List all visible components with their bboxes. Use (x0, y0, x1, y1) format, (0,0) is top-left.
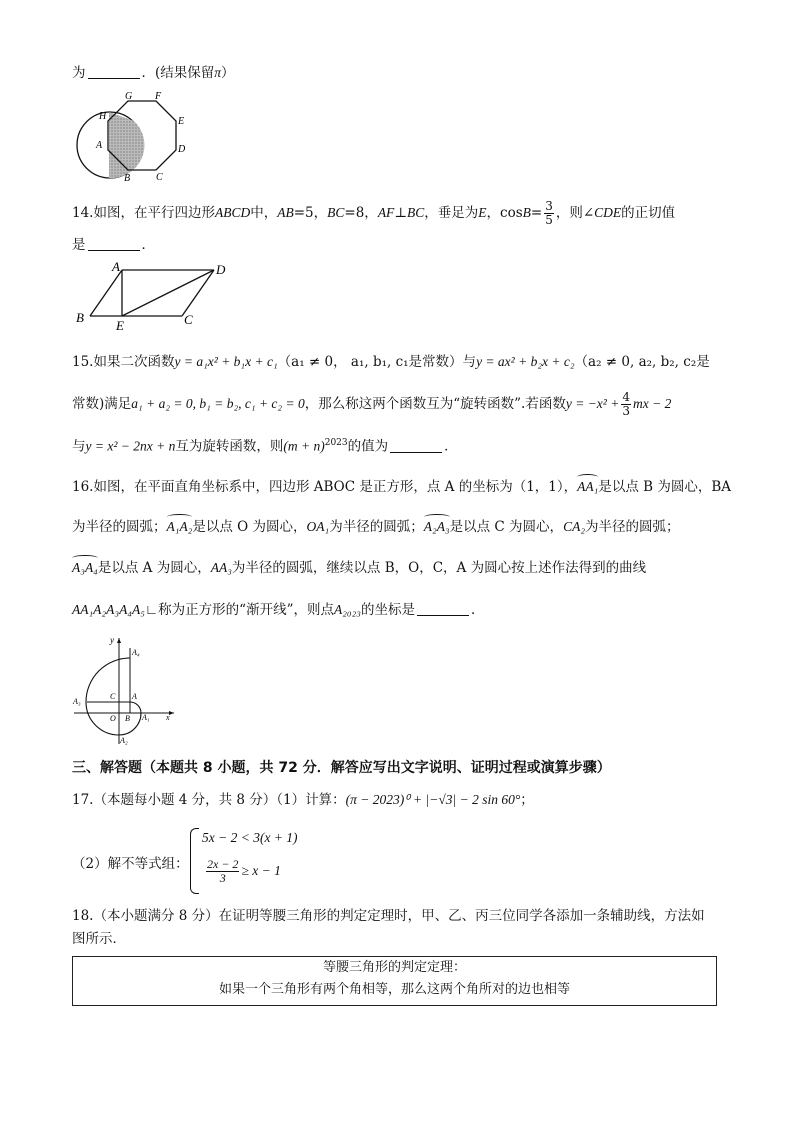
label-O: O (110, 714, 116, 723)
arc-AA1 (130, 702, 141, 713)
q15-text-line1: 15.如果二次函数y = a₁x² + b₁x + c₁（a₁ ≠ 0， a₁, b₁, c₁是常数）与y = ax² + b₂x + c₂（a₂ ≠ 0, a₂, b₂, c₂是 (72, 354, 710, 370)
label-B: B (124, 173, 131, 184)
section-heading: 三、解答题（本题共 8 小题，共 72 分．解答应写出文字说明、证明过程或演算步骤） (72, 760, 611, 776)
label-C: C (184, 312, 193, 327)
label-B: B (76, 310, 84, 325)
label-A: A (112, 259, 120, 274)
inequality-2: $\frac{2x - 2}{3}$ ≥ x − 1 (207, 857, 281, 885)
theorem-title: 等腰三角形的判定定理： (322, 960, 466, 975)
q13-close-text: ） (221, 65, 235, 81)
q17-expression: (π − 2023)⁰ + |−√3| − 2 sin 60° (345, 792, 521, 807)
q16-involute-figure (70, 632, 180, 747)
label-A4: A₄ (132, 648, 140, 657)
q17-part2-label: （2）解不等式组： (72, 856, 189, 872)
q16-text-line3: A₃A₄是以点 A 为圆心，AA₃为半径的圆弧，继续以点 B，O，C，A 为圆心按上述作法得到的曲线 (72, 560, 647, 576)
arc-A1A2 (119, 713, 141, 735)
label-D: D (216, 262, 226, 277)
q16-text-line1: 16.如图，在平面直角坐标系中，四边形 ABOC 是正方形，点 A 的坐标为（1，1），AA₁是以点 B 为圆心，BA (72, 479, 732, 495)
arc-symbol: A₁A₂ (167, 517, 193, 537)
arc-symbol: A₂A₃ (424, 517, 450, 537)
q14-text-line1: 14.如图，在平行四边形ABCD中，AB=5，BC=8，AF⊥BC，垂足为E，cosB= $\frac{3}{5}$ ，则∠CDE的正切值 (72, 199, 676, 227)
q13-note-text: ．(结果保留 (141, 65, 215, 81)
answer-blank[interactable] (417, 601, 469, 616)
label-y: y (110, 635, 114, 645)
square-ABOC (119, 702, 130, 713)
q14-parallelogram-figure (72, 258, 242, 333)
q18-text-line1: 18.（本小题满分 8 分）在证明等腰三角形的判定定理时，甲、乙、丙三位同学各添加一条辅助线，方法如 (72, 908, 705, 924)
q13-answer-line (72, 63, 235, 83)
label-F: F (155, 91, 162, 102)
q17-text-line1: 17.（本题每小题 4 分，共 8 分）（1）计算：(π − 2023)⁰ + |−√3| − 2 sin 60°； (72, 792, 534, 808)
q17-inequality-system (190, 828, 340, 894)
label-E: E (178, 116, 185, 127)
q13-tail-text: 为 (72, 65, 86, 81)
q14-fraction: $\frac{3}{5}$ (545, 199, 553, 227)
q14-segment-DE (122, 270, 214, 316)
pi-symbol: π (214, 65, 222, 80)
q14-side-CD (182, 270, 214, 316)
label-A2: A₂ (120, 736, 128, 745)
theorem-box (72, 956, 717, 1006)
label-C: C (156, 172, 163, 183)
brace-icon (190, 828, 199, 894)
arc-A3A4 (86, 658, 130, 702)
label-A1: A₁ (142, 713, 150, 722)
label-A: A (96, 140, 103, 151)
answer-blank[interactable] (390, 438, 442, 453)
label-G: G (125, 91, 133, 102)
q16-text-line2: 为半径的圆弧；A₁A₂是以点 O 为圆心，OA₁为半径的圆弧；A₂A₃是以点 C 为圆心，CA₂为半径的圆弧； (72, 519, 680, 535)
arc-symbol: A₃A₄ (72, 558, 98, 578)
label-A3: A₃ (73, 697, 81, 706)
q15-text-line2: 常数)满足a₁ + a₂ = 0, b₁ = b₂, c₁ + c₂ = 0，那么称这两个函数互为“旋转函数”.若函数y = −x² + $\frac{4}{3}$ mx − 2 (72, 390, 672, 418)
inequality-1: 5x − 2 < 3(x + 1) (202, 830, 298, 845)
q15-text-line3: 与y = x² − 2nx + n互为旋转函数，则$(m + n)^{2023}$的值为 ． (72, 438, 458, 455)
q16-text-line4: AA₁A₂A₃A₄A₅∟称为正方形的“渐开线”，则点A₂₀₂₃的坐标是 ． (72, 602, 485, 618)
q14-side-AB (90, 270, 122, 316)
label-D: D (178, 144, 186, 155)
q13-octagon-figure (72, 88, 202, 188)
label-C: C (110, 692, 116, 701)
q14-text-line2: 是 ． (72, 237, 155, 253)
label-H: H (99, 111, 107, 122)
label-E: E (116, 318, 124, 333)
arc-symbol: AA₁ (577, 477, 598, 497)
answer-blank[interactable] (88, 64, 140, 79)
label-A: A (132, 692, 137, 701)
label-B: B (125, 714, 130, 723)
answer-blank[interactable] (88, 236, 140, 251)
q18-text-line2: 图所示． (72, 931, 126, 947)
theorem-body: 如果一个三角形有两个角相等，那么这两个角所对的边也相等 (218, 982, 570, 997)
q15-fraction: $\frac{4}{3}$ (622, 390, 630, 418)
label-x: x (166, 713, 170, 722)
